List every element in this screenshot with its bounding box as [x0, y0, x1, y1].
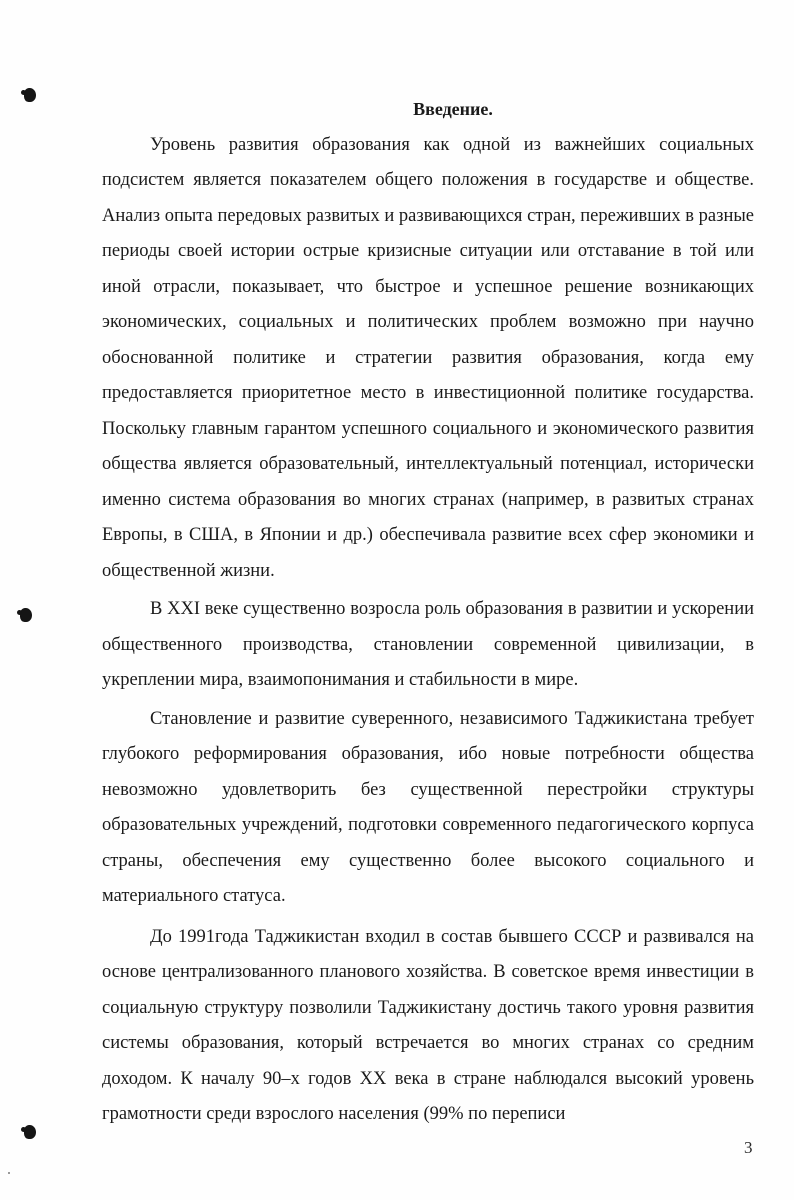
document-body [102, 92, 754, 1133]
paragraph: Уровень развития образования как одной из важнейших социальных подсистем является показателем общего положения в государстве и обществе. Анализ опыта передовых развитых и развивающихся стран, переживших в разные периоды своей истории острые кризисные ситуации или отставание в той или иной отрасли, показывает, что быстрое и успешное решение возникающих экономических, социальных и политических проблем возможно при научно обоснованной политике и стратегии развития образования, когда ему предоставляется приоритетное место в инвестиционной политике государства. Поскольку главным гарантом успешного социального и экономического развития общества является образовательный, интеллектуальный потенциал, исторически именно система образования во многих странах (например, в развитых странах Европы, в США, в Японии и др.) обеспечивала развитие всех сфер экономики и общественной жизни. [102, 134, 754, 581]
binder-hole-mark [20, 608, 32, 622]
paragraph: До 1991года Таджикистан входил в состав бывшего СССР и развивался на основе централизованного планового хозяйства. В советское время инвестиции в социальную структуру позволили Таджикистану достичь такого уровня развития системы образования, который встречается во многих странах со средним доходом. К началу 90–х годов XX века в стране наблюдался высокий уровень грамотности среди взрослого населения (99% по переписи [102, 926, 754, 1124]
paragraph: В XXI веке существенно возросла роль образования в развитии и ускорении общественного производства, становлении современной цивилизации, в укреплении мира, взаимопонимания и стабильности в мире. [102, 599, 754, 690]
scan-speck [8, 1172, 10, 1174]
section-title: Введение. [413, 99, 493, 119]
binder-hole-mark [24, 1125, 36, 1139]
binder-hole-mark [24, 88, 36, 102]
page-number: 3 [744, 1138, 753, 1157]
paragraph: Становление и развитие суверенного, независимого Таджикистана требует глубокого реформирования образования, ибо новые потребности общества невозможно удовлетворить без существенной перестройки структуры образовательных учреждений, подготовки современного педагогического корпуса страны, обеспечения ему существенно более высокого социального и материального статуса. [102, 708, 754, 906]
